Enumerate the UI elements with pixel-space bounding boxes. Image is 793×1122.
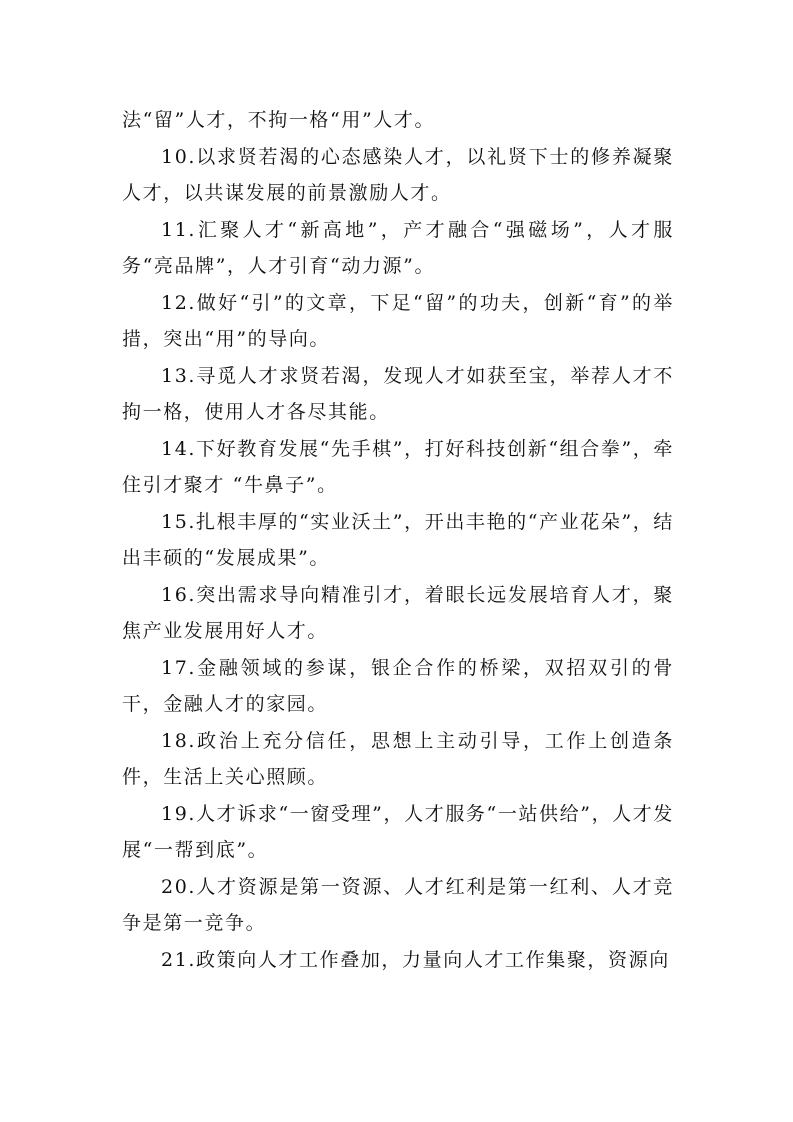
list-item-13: 13.寻觅人才求贤若渴，发现人才如获至宝，举荐人才不拘一格，使用人才各尽其能。 — [122, 364, 674, 423]
list-item-17: 17.金融领域的参谋，银企合作的桥梁，双招双引的骨干，金融人才的家园。 — [122, 656, 674, 715]
list-item-19: 19.人才诉求“一窗受理”，人才服务“一站供给”，人才发展“一帮到底”。 — [122, 802, 674, 861]
document-body — [122, 102, 674, 978]
list-item-12: 12.做好“引”的文章，下足“留”的功夫，创新“育”的举措，突出“用”的导向。 — [122, 291, 674, 350]
list-item-21: 21.政策向人才工作叠加，力量向人才工作集聚，资源向 — [161, 948, 670, 971]
paragraph-continuation: 法“留”人才，不拘一格“用”人才。 — [122, 109, 436, 131]
list-item-16: 16.突出需求导向精准引才，着眼长远发展培育人才，聚焦产业发展用好人才。 — [122, 583, 674, 642]
list-item-11: 11.汇聚人才“新高地”，产才融合“强磁场”，人才服务“亮品牌”，人才引育“动力源”。 — [122, 218, 674, 277]
list-item-14: 14.下好教育发展“先手棋”，打好科技创新“组合拳”，牵住引才聚才 “牛鼻子”。 — [122, 437, 674, 496]
list-item-15: 15.扎根丰厚的“实业沃土”，开出丰艳的“产业花朵”，结出丰硕的“发展成果”。 — [122, 510, 674, 569]
list-item-20: 20.人才资源是第一资源、人才红利是第一红利、人才竞争是第一竞争。 — [122, 875, 674, 934]
list-item-18: 18.政治上充分信任，思想上主动引导，工作上创造条件，生活上关心照顾。 — [122, 729, 674, 788]
list-item-10: 10.以求贤若渴的心态感染人才，以礼贤下士的修养凝聚人才，以共谋发展的前景激励人才。 — [122, 145, 674, 204]
